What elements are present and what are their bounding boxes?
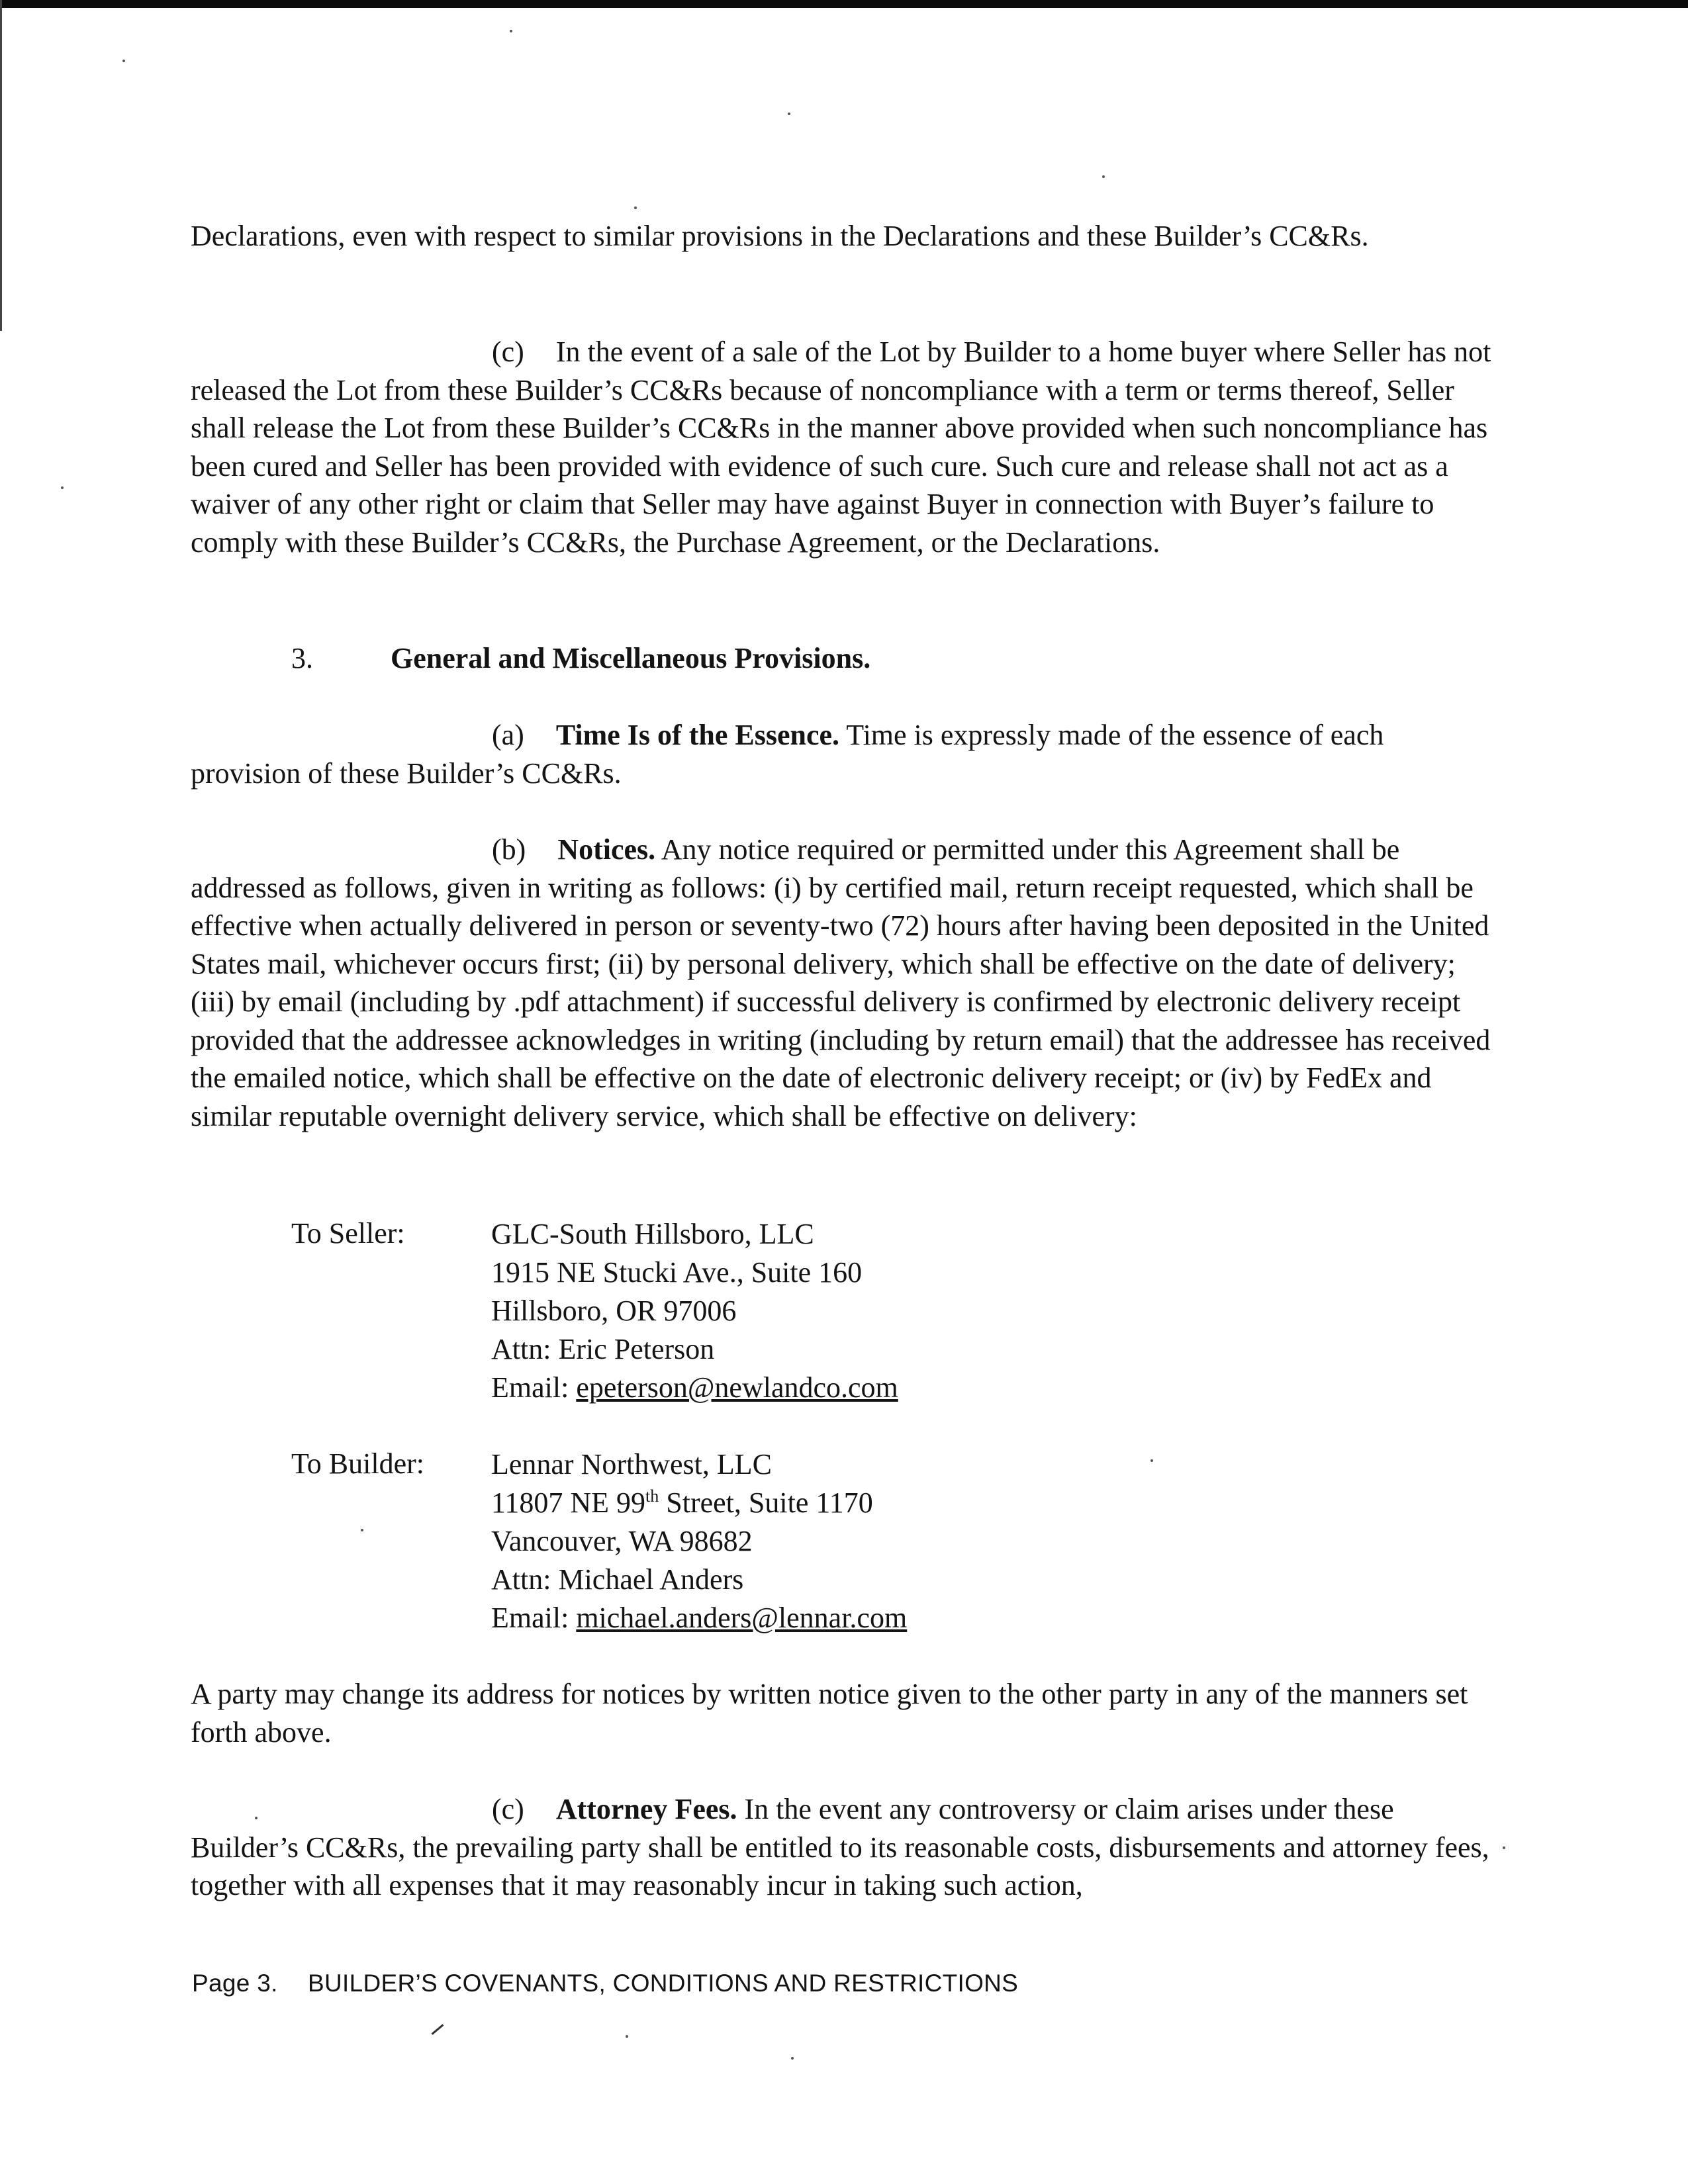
section-number: 3. <box>291 642 313 674</box>
builder-street-post: Street, Suite 1170 <box>659 1486 873 1519</box>
section-title: General and Miscellaneous Provisions. <box>391 642 871 674</box>
paragraph-label: (b) <box>492 833 526 866</box>
seller-name: GLC-South Hillsboro, LLC <box>491 1218 814 1250</box>
scan-speck <box>1503 1846 1505 1849</box>
paragraph-label: (c) <box>492 336 524 368</box>
paragraph-heading: Time Is of the Essence. <box>555 719 840 751</box>
scan-top-border <box>0 0 1688 8</box>
paragraph-label: (c) <box>492 1793 524 1825</box>
seller-city: Hillsboro, OR 97006 <box>491 1295 737 1327</box>
footer-title: BUILDER’S COVENANTS, CONDITIONS AND RESTRICTIONS <box>308 1970 1019 1997</box>
paragraph-text: In the event any controversy or claim arises under these Builder’s CC&Rs, the prevailing party shall be entitled to its reasonable costs, disbursements and attorney fees, together with all expenses that it may reasonably incur in taking such action, <box>191 1793 1489 1901</box>
builder-street-pre: 11807 NE 99 <box>491 1486 646 1519</box>
seller-attn: Attn: Eric Peterson <box>491 1333 715 1365</box>
scan-speck <box>791 2057 794 2060</box>
scan-speck <box>626 2035 628 2038</box>
scan-speck <box>510 30 512 32</box>
scan-speck <box>788 113 790 115</box>
scan-speck <box>1102 175 1105 178</box>
builder-address <box>491 1445 907 1637</box>
scan-left-edge <box>0 0 2 331</box>
seller-address <box>491 1215 898 1407</box>
builder-email-link[interactable]: michael.anders@lennar.com <box>576 1602 908 1634</box>
seller-email-link[interactable]: epeterson@newlandco.com <box>576 1371 898 1404</box>
pen-mark <box>432 2024 444 2034</box>
continuation-paragraph: Declarations, even with respect to similar provisions in the Declarations and these Builder’s CC&Rs. <box>191 220 1369 252</box>
scan-speck <box>1150 1459 1153 1462</box>
paragraph-text: Any notice required or permitted under this Agreement shall be addressed as follows, given in writing as follows: (i) by certified mail, return receipt requested, which shall be effective when actually delivered in person or seventy-two (72) hours after having been deposited in the United States mail, whichever occurs first; (ii) by personal delivery, which shall be effective on the date of delivery; (iii) by email (including by .pdf attachment) if successful delivery is confirmed by electronic delivery receipt provided that the addressee acknowledges in writing (including by return email) that the addressee has received the emailed notice, which shall be effective on the date of electronic delivery receipt; or (iv) by FedEx and similar reputable overnight delivery service, which shall be effective on delivery: <box>191 833 1491 1132</box>
paragraph-text: Time is expressly made of the essence of each provision of these Builder’s CC&Rs. <box>191 719 1384 790</box>
seller-email-prefix: Email: <box>491 1371 577 1404</box>
builder-city: Vancouver, WA 98682 <box>491 1525 753 1557</box>
scan-speck <box>61 486 64 489</box>
scan-speck <box>122 60 125 62</box>
paragraph-c-release <box>191 333 1491 561</box>
scan-speck <box>634 206 637 209</box>
paragraph-c-fees <box>191 1790 1491 1905</box>
builder-street-sup: th <box>645 1486 659 1506</box>
paragraph-label: (a) <box>492 719 524 751</box>
paragraph-a <box>191 716 1491 792</box>
seller-label: To Seller: <box>291 1217 405 1250</box>
paragraph-text: In the event of a sale of the Lot by Builder to a home buyer where Seller has not released the Lot from these Builder’s CC&Rs because of noncompliance with a term or terms thereof, Seller shall release the Lot from these Builder’s CC&Rs in the manner above provided when such noncompliance has been cured and Seller has been provided with evidence of such cure. Such cure and release shall not act as a waiver of any other right or claim that Seller may have against Buyer in connection with Buyer’s failure to comply with these Builder’s CC&Rs, the Purchase Agreement, or the Declarations. <box>191 336 1491 559</box>
builder-email-prefix: Email: <box>491 1602 577 1634</box>
paragraph-heading: Notices. <box>557 833 656 866</box>
seller-street: 1915 NE Stucki Ave., Suite 160 <box>491 1256 863 1289</box>
page-number: Page 3. <box>192 1970 278 1997</box>
builder-attn: Attn: Michael Anders <box>491 1563 744 1596</box>
builder-label: To Builder: <box>291 1447 425 1480</box>
paragraph-b-notices <box>191 831 1491 1135</box>
scan-speck <box>361 1529 363 1531</box>
page-footer <box>192 1970 1018 1997</box>
builder-name: Lennar Northwest, LLC <box>491 1448 772 1480</box>
change-address-paragraph: A party may change its address for notices by written notice given to the other party in any of the manners set forth above. <box>191 1678 1468 1749</box>
paragraph-heading: Attorney Fees. <box>555 1793 737 1825</box>
